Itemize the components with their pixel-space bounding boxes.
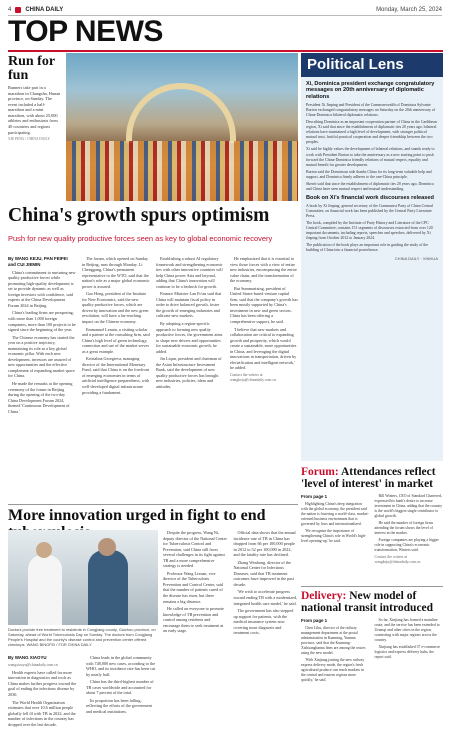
tb-paragraph: Health experts have called for more innovation in diagnostics and tools as China makes further progress toward the goal of ending the infectious disease by 2030. (8, 669, 77, 697)
tb-column-1 (8, 655, 80, 743)
tb-paragraph: The government has also stepped up support for patients, with the medical insurance system now covering most diagnosis and treatment costs. (233, 608, 294, 636)
tb-paragraph: Zhang Wenhong, director of the National Center for Infectious Diseases, said that TB treatment outcomes have improved in the past decade. (233, 559, 294, 587)
xi-dominica-paragraph: Burton said the Dominican side thanks China for its long-term valuable help and support, and Dominica firmly adheres to the one-China principle. (306, 169, 432, 179)
delivery-paragraph: Chen Lihu, director of the railway management department at the postal administration in Kunming, Yunnan province, said that the Kunming-Xishuangbanna lines are among the routes using the new model. (301, 625, 366, 655)
forum-paragraph: Bill Winters, CEO of Standard Chartered, expressed his bank's desire to increase investment in China, adding that the country is the world's biggest single contributor to global growth. (374, 494, 443, 519)
forum-paragraph: Foreign companies are playing a bigger role in supporting China's economic transformation, Winters said. (374, 538, 439, 553)
book-headline: Book on Xi's financial work discourses released (306, 195, 434, 202)
china-daily-logo-icon (15, 7, 21, 13)
tb-column-4 (234, 530, 299, 743)
page-number: 4 (8, 6, 12, 13)
patient-head (98, 538, 116, 556)
delivery-column-1 (301, 618, 370, 738)
main-paragraph: The Chinese economy has started the year on a positive trajectory, maintaining its role as a key global economic pillar. With each new development, investors are assured of new opportunities and the effective complement of expanding market space for China. (8, 334, 75, 379)
main-column-4 (230, 256, 298, 501)
tb-paragraph: China leads in the global community with 748,000 new cases, according to the WHO, and its incidence rate has been cut by nearly half. (86, 655, 156, 677)
tb-paragraph: Professor Wang Lixuan, vice director of the Tuberculosis Prevention and Control Center, said that the number of patients cured of the disease has risen, but there remains a big distance. (163, 570, 223, 604)
finish-arch (126, 83, 236, 143)
main-byline: By WANG KEJU, PAN FEIFEI and CUI JIEMIN (8, 256, 68, 267)
runner-crowd (66, 141, 298, 201)
main-paragraph: Finance Minister Lan Fo'an said that China will maintain fiscal policy in order to drive balanced growth, foster the growth of emerging industries and cultivate new markets. (156, 291, 222, 319)
tb-column-2 (86, 655, 158, 743)
delivery-column-2 (375, 618, 444, 738)
main-paragraph: Establishing a robust AI regulatory framework and strengthening economic ties with other innovative countries will help China power Asia and beyond, adding that China's innovation will continue to be a bedrock for growth. (156, 256, 223, 289)
tb-byline-email: wangxiaoyu@chinadaily.com.cn (8, 662, 58, 667)
issue-date: Monday, March 25, 2024 (376, 6, 442, 13)
tb-paragraph: Official data shows that the annual incidence rate of TB in China has dropped from 66 per 100,000 people in 2012 to 52 per 100,000 in 2022, and the fatality rate has declined. (233, 530, 296, 558)
tb-paragraph: Despite the progress, Wang Ni, deputy director of the National Center for Tuberculosis Control and Prevention, said China still faces several challenges in its fight against TB and a more comprehensive strategy is needed. (163, 530, 227, 569)
forum-headline (301, 466, 443, 490)
divider (8, 504, 298, 505)
run-body: Runners take part in a marathon in Changsha, Hunan province, on Sunday. The event included a half-marathon and a mini marathon, with about 25,000 athletes and enthusiasts from 40 countries and regions participating. (8, 85, 61, 135)
delivery-paragraph: Xinjiang has established 37 e-commerce logistics and express delivery hubs, the report said. (374, 645, 441, 660)
forum-paragraph: 'We recognize the importance of strengthening China's role in World's high-level opening-up,' he said. (301, 528, 367, 543)
patient-figure (88, 550, 128, 625)
delivery-paragraph: 'With Xinjiang joining the new railway express delivery mode, the region's fresh agricultural produce can reach markets in the central and eastern regions more quickly,' he said. (301, 657, 365, 682)
forum-column-1 (301, 494, 370, 582)
tb-story-left (8, 655, 158, 743)
run-credit: XIE PENG / CHINA DAILY (8, 137, 50, 142)
book-paragraph: A book by Xi Jinping, general secretary of the Communist Party of China Central Committee, on financial work has been published by the Central Party Literature Press. (306, 203, 434, 218)
xi-dominica-paragraph: Skerrit said that since the establishment of diplomatic ties 20 years ago, Dominica and China have seen mutual respect and mutual understanding. (306, 181, 434, 192)
forum-kicker: Forum: (301, 466, 339, 478)
divider (301, 586, 443, 587)
run-headline: Run for fun (8, 54, 55, 83)
main-paragraph: China's commitment to nurturing new quality productive forces while promoting high-quality development is set to provide dynamic as well as foreign investors with confidence, said experts at the China Development Forum 2024 in Beijing. (8, 269, 76, 308)
main-paragraph: Emmanuel Lenain, a visiting scholar and a partner at the consulting firm, said China's high level of green technology, connection and use of the market serves as a great example. (82, 326, 150, 354)
doctor-figure (28, 555, 62, 625)
tb-photo-caption: Doctors provide free treatment to residents in Congjiang county, Guizhou province, on Saturday, ahead of World Tuberculosis Day on Sunday. The doctors from Congjiang People's Hospital and the county's disease control and prevention center offered checkups. WANG BINGFEI / FOR CHINA DAILY (8, 627, 156, 648)
xi-dominica-paragraph: President Xi Jinping and President of the Commonwealth of Dominica Sylvanie Burton exchanged congratulatory messages on Saturday on the 20th anniversary of China-Dominica bilateral diplomatic relations. (306, 102, 436, 118)
main-paragraph: The forum, which opened on Sunday in Beijing, runs through Monday. Li Chenggang, China's permanent representative to the WTO, said that the nation's role as a major global economic power is assured. (82, 256, 150, 289)
delivery-paragraph: So far, Xinjiang has formed a mainline route, and the service has been extended to Urumqi and other cities in the region, connecting with major regions across the country. (374, 618, 440, 643)
delivery-from-page: From page 1 (301, 618, 328, 624)
tb-checkup-photo (8, 530, 158, 625)
main-paragraph: He made the remarks at the opening ceremony of the forum in Beijing during the opening of the two-day China Development Forum 2024, themed 'Continuous Development of China.' (8, 381, 73, 414)
doctor-head (36, 542, 52, 558)
main-column-1 (8, 256, 76, 501)
forum-title: Attendances reflect 'level of interest' in market (301, 466, 436, 491)
forum-column-2 (375, 494, 444, 582)
tb-paragraph: The World Health Organization estimates that over 10.6 million people globally fell ill with TB in 2022, and the number of infections in the country has dropped over the last decade. (8, 699, 76, 727)
main-paragraph: Gao Hong, president of the Institute for New Economics, said the new quality productive forces, which are driven by innovation and the new green revolution, will have a far-reaching impact on the Chinese economy. (82, 291, 149, 325)
tb-paragraph: 'We wish to accelerate progress toward ending TB with a modernized, integrated health care model,' he said. (233, 589, 298, 606)
delivery-title: New model of national transit introduced (301, 590, 434, 615)
main-column-3 (156, 256, 224, 501)
xi-dominica-paragraph: Describing Dominica as an important cooperation partner of China in the Caribbean region, Xi said that since the establishment of diplomatic ties 20 years ago, bilateral relations have maintained a high level of development, with stronger political mutual trust, fruitful practical cooperation and deeper friendship between the two peoples. (306, 120, 437, 145)
tb-paragraph: Its proportion has been falling, reflecting the efforts of the government and medical institutions. (86, 697, 152, 714)
main-deck: Push for new quality productive forces seen as key to global economic recovery (8, 234, 273, 243)
political-lens-title: Political Lens (301, 53, 443, 77)
delivery-headline (301, 590, 443, 614)
marathon-photo (66, 53, 298, 201)
forum-contact: Contact the writers at wangkeju@chinadaily.com.cn (374, 555, 421, 565)
delivery-kicker: Delivery: (301, 590, 347, 602)
main-paragraph: He emphasized that it is essential to view those forces with a view of entire new industries, encompassing the entire value chain, and the transformation of the economy. (230, 256, 297, 284)
main-paragraph: But Summarizing, president of United States-based venture capital firm, said that the company's growth has been mostly supported by China's investment in new and green sectors. China has been offering a comprehensive support, he said. (230, 285, 298, 325)
book-paragraph: The publication of the book plays an important role in guiding the study of the building of China into a financial powerhouse. (306, 243, 429, 253)
run-for-fun-brief (8, 55, 61, 142)
forum-story (301, 466, 443, 582)
tb-column-3 (163, 530, 228, 743)
xi-dominica-paragraph: Xi said he highly values the development of bilateral relations, and stands ready to work with President Burton to take the anniversary as a new starting point to push forward the China-Dominica friendly relations of mutual respect, equality and mutual benefit for greater development. (306, 147, 435, 167)
main-paragraph: China's leading firms are prospering, with more than 1,000 foreign companies, more than 100 projects to be signed since the beginning of the year. (8, 310, 76, 333)
main-column-2 (82, 256, 150, 501)
forum-from-page: From page 1 (301, 494, 328, 500)
political-lens-panel (301, 53, 443, 461)
political-byline: CHINA DAILY · XINHUA (394, 255, 438, 261)
delivery-story (301, 590, 443, 738)
forum-paragraph: He said the number of foreign firms attending the forum shows the level of interest in the market. (374, 521, 434, 536)
main-paragraph: Jin Liqun, president and chairman of the Asian Infrastructure Investment Bank, said the development of new quality productive forces has brought new industries, policies, ideas and attitudes. (156, 356, 222, 390)
tb-paragraph: China has the third-highest number of TB cases worldwide and accounted for about 7 percent of the total. (86, 679, 154, 696)
paper-name: CHINA DAILY (25, 6, 64, 13)
tb-headline: More innovation urged in fight to end (8, 507, 266, 524)
section-title: TOP NEWS (8, 15, 163, 48)
tb-paragraph: He called on everyone to promote knowledge of TB prevention and control among residents and encourage them to seek treatment at an early stage. (163, 606, 224, 634)
tb-story-right (163, 530, 298, 743)
section-divider (8, 50, 443, 52)
main-paragraph: Kristalina Georgieva, managing director of the International Monetary Fund, said that China is on the forefront of emerging economies in terms of artificial intelligence preparedness, with well-developed digital infrastructure providing a fundament. (82, 356, 150, 395)
xi-dominica-headline: Xi, Dominica president exchange congratulatory messages on 20th anniversary of diplomatic relations (306, 80, 435, 101)
main-story-body (8, 256, 298, 501)
main-paragraph: 'I believe that new markets and collaboration are critical to expanding growth and prosperity, which would create a sustainable, more opportunities in China, and leveraging the digital innovations in transportation, driven by electrification and intelligent network,' he added. (230, 326, 297, 371)
forum-paragraph: Highlighting China's deep integration with the global economy, the president said the nation is fostering a world-class, market-oriented business environment that is governed by laws and internationalized. (301, 501, 369, 526)
tb-byline: By WANG XIAOYU (8, 655, 47, 660)
book-paragraph: The book, compiled by the Institute of Party History and Literature of the CPC Central Committee, contains 151 segments of discourses extracted from over 120 important documents, including reports, speeches and speeches, delivered by Xi Jinping from October 2012 to January 2024. (306, 221, 433, 241)
main-headline: China's growth spurs optimism (8, 205, 270, 226)
main-contact: Contact the writers at wangkeju@chinadaily.com.cn (230, 372, 276, 382)
main-paragraph: By adopting a region-specific approach to forming new quality productive forces, the government aims to shape new drivers and opportunities for sustainable economic growth, he added. (156, 321, 223, 354)
